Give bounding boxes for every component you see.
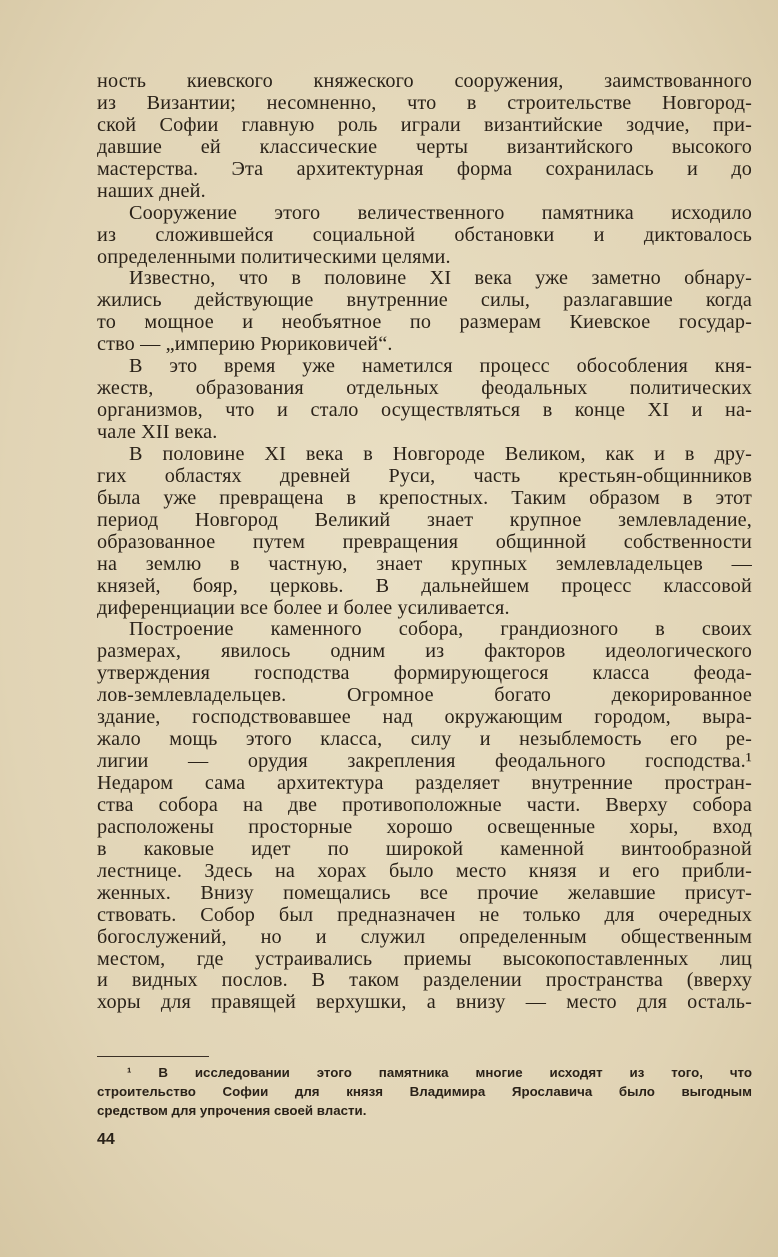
text-line: лигии — орудия закрепления феодального господства.¹ (97, 750, 752, 773)
text-line: хоры для правящей верхушки, а внизу — место для осталь- (97, 991, 752, 1014)
text-line: на землю в частную, знает крупных землевладельцев — (97, 552, 752, 575)
footnote-divider (97, 1056, 209, 1057)
text-line: Сооружение этого величественного памятника исходило (129, 201, 752, 224)
text-line: жало мощь этого класса, силу и незыблемость его ре- (97, 728, 752, 751)
text-line: Известно, что в половине XI века уже заметно обнару- (129, 267, 752, 290)
text-line: размерах, явилось одним из факторов идеологического (97, 640, 752, 663)
text-line: диференциации все более и более усиливается. (97, 596, 510, 619)
text-line: женных. Внизу помещались все прочие желавшие присут- (97, 881, 752, 904)
text-line: ствовать. Собор был предназначен не только для очередных (97, 903, 752, 926)
text-line: богослужений, но и служил определенным общественным (97, 925, 752, 948)
text-line: гих областях древней Руси, часть крестьян-общинников (97, 464, 752, 487)
text-line: то мощное и необъятное по размерам Киевское государ- (97, 311, 752, 334)
text-line: ность киевского княжеского сооружения, заимствованного (97, 70, 752, 92)
text-line: была уже превращена в крепостных. Таким образом в этот (97, 486, 752, 509)
text-line: жились действующие внутренние силы, разлагавшие когда (97, 289, 752, 312)
text-line: из Византии; несомненно, что в строительстве Новгород- (97, 91, 752, 114)
text-line: из сложившейся социальной обстановки и диктовалось (97, 223, 752, 246)
text-line: расположены просторные хорошо освещенные хоры, вход (97, 815, 752, 838)
text-line: организмов, что и стало осуществляться в конце XI и на- (97, 399, 752, 422)
page-number: 44 (97, 1131, 115, 1148)
text-line: период Новгород Великий знает крупное землевладение, (97, 508, 752, 531)
footnote-line: ¹ В исследовании этого памятника многие исходят из того, что (127, 1065, 752, 1080)
text-line: утверждения господства формирующегося класса феода- (97, 662, 752, 685)
text-line: Недаром сама архитектура разделяет внутренние простран- (97, 772, 752, 794)
text-line: и видных послов. В таком разделении пространства (вверху (97, 969, 752, 992)
text-line: Построение каменного собора, грандиозного в своих (129, 618, 752, 641)
text-line: ства собора на две противоположные части. Вверху собора (97, 793, 752, 816)
text-line: давшие ей классические черты византийского высокого (97, 135, 752, 158)
text-line: в каковые идет по широкой каменной винтообразной (97, 837, 752, 860)
text-line: здание, господствовавшее над окружающим городом, выра- (97, 706, 752, 729)
text-line: князей, бояр, церковь. В дальнейшем процесс классовой (97, 574, 752, 597)
text-line: жеств, образования отдельных феодальных политических (97, 377, 752, 400)
footnote-line: средством для упрочения своей власти. (97, 1103, 367, 1118)
body-text (97, 71, 752, 1014)
text-line: определенными политическими целями. (97, 245, 451, 268)
text-line: В это время уже наметился процесс обособления кня- (129, 355, 752, 378)
text-line: образованное путем превращения общинной собственности (97, 530, 752, 553)
text-line: В половине XI века в Новгороде Великом, как и в дру- (129, 442, 752, 465)
footnote (97, 1063, 752, 1120)
footnote-line: строительство Софии для князя Владимира Ярославича было выгодным (97, 1084, 752, 1099)
text-line: мастерства. Эта архитектурная форма сохранилась и до (97, 157, 752, 180)
text-line: наших дней. (97, 179, 206, 202)
text-line: лестнице. Здесь на хорах было место князя и его прибли- (97, 859, 752, 882)
text-line: чале XII века. (97, 421, 218, 443)
text-line: лов-землевладельцев. Огромное богато декорированное (97, 684, 752, 707)
text-line: ство — „империю Рюриковичей“. (97, 333, 393, 356)
text-line: ской Софии главную роль играли византийские зодчие, при- (97, 113, 752, 136)
text-line: местом, где устраивались приемы высокопоставленных лиц (97, 947, 752, 970)
